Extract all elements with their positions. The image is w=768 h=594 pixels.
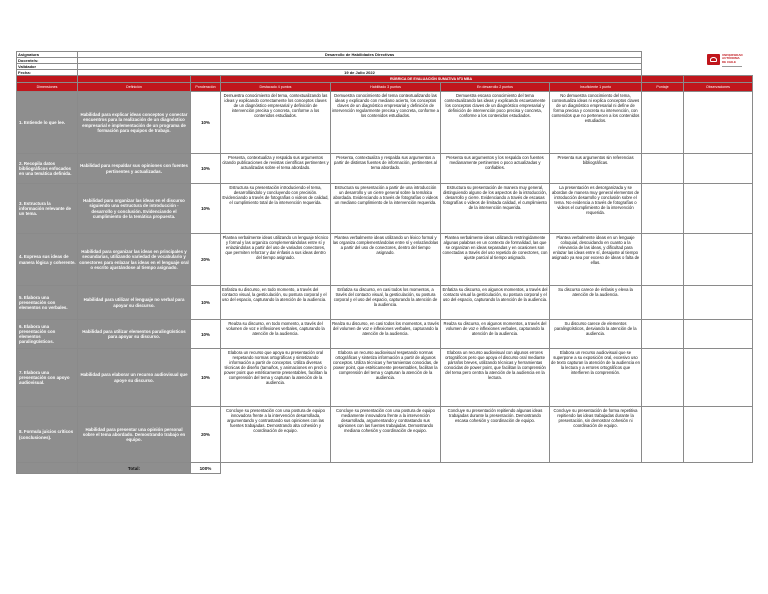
observations-cell[interactable] — [684, 234, 753, 286]
habilitado-cell: Plantea verbalmente ideas utilizando un léxico formal y las organiza complementándolas entre sí y enlazándolas a partir del uso de conectores, dentro del tiempo asignado. — [331, 234, 441, 286]
weight-cell: 20% — [191, 234, 221, 286]
score-cell[interactable] — [642, 184, 684, 234]
definition-cell: Habilidad para elaborar un recurso audiovisual que apoye su discurso. — [78, 349, 191, 407]
weight-cell: 10% — [191, 154, 221, 184]
col-insuficiente: Insuficiente 1 punto — [550, 83, 642, 92]
weight-cell: 10% — [191, 286, 221, 320]
dimension-cell: 6. Elabora una presentación con elementos paralingüísticos. — [17, 320, 78, 349]
col-desarrollo: En desarrollo 2 puntos — [441, 83, 550, 92]
col-habilitado: Habilitado 3 puntos — [331, 83, 441, 92]
col-definicion: Definición — [78, 83, 191, 92]
weight-cell: 10% — [191, 349, 221, 407]
score-cell[interactable] — [642, 349, 684, 407]
desarrollo-cell: Demuestra escaso conocimiento del tema contextualizando las ideas y explicando escuetamente los conceptos claves de un diagnóstico empresarial y definición de intervención poco precisa y concreta, conforme a los contenidos estudiados. — [441, 92, 550, 154]
weight-cell: 10% — [191, 184, 221, 234]
total-row — [17, 463, 753, 474]
col-dimensiones: Dimensiones — [17, 83, 78, 92]
score-cell[interactable] — [642, 234, 684, 286]
dimension-cell: 5. Elabora una presentación con elementos no verbales. — [17, 286, 78, 320]
weight-cell: 10% — [191, 320, 221, 349]
observations-cell[interactable] — [684, 286, 753, 320]
dimension-cell: 2. Recopila datos bibliográficos enfocados en una temática definida. — [17, 154, 78, 184]
dimension-cell: 1. Entiende lo que lee. — [17, 92, 78, 154]
insuficiente-cell: La presentación es desorganizada y se abordan de manera muy general elementos de introducción desarrollo y conclusión sobre el tema. No evidencia a través de fotografías o videos el cumplimiento de la intervención requerida. — [550, 184, 642, 234]
definition-cell: Habilidad para utilizar elementos paralingüísticos para apoyar su discurso. — [78, 320, 191, 349]
insuficiente-cell: Su discurso carece de énfasis y eleva la atención de la audiencia. — [550, 286, 642, 320]
observations-cell[interactable] — [684, 320, 753, 349]
score-cell[interactable] — [642, 92, 684, 154]
table-row — [17, 92, 753, 154]
fecha-label: Fecha: — [17, 70, 78, 76]
observations-cell[interactable] — [684, 92, 753, 154]
table-row — [17, 349, 753, 407]
rubric-title-row — [17, 76, 753, 83]
observations-cell[interactable] — [684, 154, 753, 184]
desarrollo-cell: Presenta sus argumentos y los respalda con fuentes medianamente pertinentes o poco actualizadas y confiables. — [441, 154, 550, 184]
table-row — [17, 286, 753, 320]
observations-cell[interactable] — [684, 349, 753, 407]
total-value: 100% — [191, 463, 221, 474]
definition-cell: Habilidad para explicar ideas conceptos y conectar encuentros para la realización de un diagnóstico empresarial e implementación de un programa de formación para equipos de trabajo. — [78, 92, 191, 154]
rubric-title: RÚBRICA DE EVALUACIÓN SUMATIVA Nº3 MBA — [221, 76, 642, 83]
insuficiente-cell: Elabora un recurso audiovisual que se superpone a su exposición oral, excesivo uso de texto capturan la atención de la audiencia en la lectura y a errores ortográficos que interfieren la comprensión. — [550, 349, 642, 407]
destacado-cell: Demuestra conocimiento del tema, contextualizando las ideas y explicando correctamente los conceptos claves de un diagnóstico empresarial y definición de intervención precisa y concreta, conforme a los contenidos estudiados. — [221, 92, 331, 154]
destacado-cell: Enfatiza su discurso, en todo momento, a través del contacto visual, la gesticulación, su postura corporal y el uso del espacio, capturando la atención de la audiencia. — [221, 286, 331, 320]
desarrollo-cell: Plantea verbalmente ideas utilizando restringidamente algunas palabras en un contexto de formalidad, las que se organizan en ideas separadas y en ocasiones son conectadas a través del uso repetido de conectores, con ajuste parcial al tiempo asignado. — [441, 234, 550, 286]
destacado-cell: Presenta, contextualiza y respalda sus argumentos citando publicaciones de revistas científicas pertinentes y actualizadas sobre el tema abordado. — [221, 154, 331, 184]
table-row — [17, 154, 753, 184]
insuficiente-cell: Su discurso carece de elementos paralingüísticos, desviando la atención de la audiencia. — [550, 320, 642, 349]
destacado-cell: Elabora un recurso que apoya su presentación oral respetando normas ortográficas y sintetizando información a partir de conceptos. Utiliza diversas técnicas de diseño (tamaños, y animaciones en prezi o power point que estéticamente presentables, facilitan la comprensión del tema y capturan la atención de la audiencia. — [221, 349, 331, 407]
insuficiente-cell: Presenta sus argumentos sin referencias bibliográficas. — [550, 154, 642, 184]
desarrollo-cell: Elabora un recurso audiovisual con algunos errores ortográficos pero que apoya el discurso oral mediante párrafos breves, utilizando técnicas y herramientas conocidas de power point, que facilitan la comprensión del tema pero centra la atención de la audiencia en la lectura. — [441, 349, 550, 407]
habilitado-cell: Demuestra conocimiento del tema contextualizando las ideas y explicando con mediano acierto, los conceptos claves de un diagnóstico empresarial y definición de intervención regularmente precisa y concreta, conforme a los contenidos estudiados. — [331, 92, 441, 154]
column-header-row — [17, 83, 753, 92]
validador-label: Validador — [17, 64, 78, 70]
destacado-cell: Plantea verbalmente ideas utilizando un lenguaje técnico y formal y las organiza complementándolas entre sí y enlazándolas a partir del uso de variados conectores, que permiten reforzar y dar énfasis a sus ideas dentro del tiempo asignado. — [221, 234, 331, 286]
definition-cell: Habilidad para organizar las ideas en principales y secundarias, utilizando variedad de vocabulario y conectores para enlazar las ideas en el lenguaje oral o escrito ajustándose al tiempo asignado. — [78, 234, 191, 286]
habilitado-cell: Estructura su presentación a partir de una introducción un desarrollo y un cierre general sobre la temática abordada. Evidenciando a través de fotografías o videos un mediano cumplimiento de la intervención requerida. — [331, 184, 441, 234]
col-puntaje: Puntaje — [642, 83, 684, 92]
definition-cell: Habilidad para presentar una opinión personal sobre el tema abordado. Demostrando trabajo en equipo. — [78, 407, 191, 463]
insuficiente-cell: Plantea verbalmente ideas en un lenguaje coloquial, descuidando en cuanto a la relevancia de las ideas, y dificultad para enlazar las ideas entre sí, desajuste al tiempo asignado ya sea por exceso de ideas o falta de ellas. — [550, 234, 642, 286]
score-cell[interactable] — [642, 286, 684, 320]
score-cell[interactable] — [642, 154, 684, 184]
col-ponderacion: Ponderación — [191, 83, 221, 92]
col-destacado: Destacado 4 puntos — [221, 83, 331, 92]
dimension-cell: 8. Formula juicios críticos (conclusiones). — [17, 407, 78, 463]
fecha-value: 19 de Julio 2022 — [78, 70, 642, 76]
definition-cell: Habilidad para respaldar sus opiniones con fuentes pertinentes y actualizadas. — [78, 154, 191, 184]
table-row — [17, 234, 753, 286]
habilitado-cell: Realza su discurso, en casi todos los momentos, a través del volumen de voz e inflexiones verbales, capturando la atención de la audiencia. — [331, 320, 441, 349]
table-row — [17, 184, 753, 234]
desarrollo-cell: Concluye su presentación repitiendo algunas ideas trabajadas durante la presentación. Demostrando escasa cohesión y coordinación de equipo. — [441, 407, 550, 463]
desarrollo-cell: Realza su discurso, en algunos momentos, a través del volumen de voz e inflexiones verbales, capturando la atención de la audiencia. — [441, 320, 550, 349]
destacado-cell: Estructura su presentación introduciendo el tema, desarrollándolo y concluyendo con precisión. Evidenciando a través de fotografías o videos de calidad, el cumplimiento total de la intervención requerida. — [221, 184, 331, 234]
insuficiente-cell: No demuestra conocimiento del tema, contextualiza ideas ni explica conceptos claves de un diagnóstico empresarial ni define de forma precisa y concreta su intervención, con contenidos que no pertenecen a los contenidos estudiados. — [550, 92, 642, 154]
weight-cell: 10% — [191, 92, 221, 154]
total-label: Total: — [78, 463, 191, 474]
desarrollo-cell: Enfatiza su discurso, en algunos momentos, a través del contacto visual la gesticulación, su postura corporal y el uso del espacio, capturando la atención de la audiencia. — [441, 286, 550, 320]
habilitado-cell: Enfatiza su discurso, en casi todos los momentos, a través del contacto visual, la gesticulación, su postura corporal y el uso del espacio, capturando la atención de la audiencia. — [331, 286, 441, 320]
observations-cell[interactable] — [684, 184, 753, 234]
habilitado-cell: Elabora un recurso audiovisual respetando normas ortográficas y sintetiza información a partir de algunos conceptos. Utiliza técnicas y herramientas conocidas, de power point, que estéticamente presentables, facilitan la comprensión del tema y capturan la atención de la audiencia. — [331, 349, 441, 407]
desarrollo-cell: Estructura su presentación de manera muy general, distinguiendo alguno de los aspectos de la introducción, desarrollo y cierre. Evidenciando a través de escasas fotografías o videos de limitada calidad, el cumplimiento de la intervención requerida. — [441, 184, 550, 234]
rubric-sheet — [16, 51, 752, 474]
definition-cell: Habilidad para utilizar el lenguaje no verbal para apoyar su discurso. — [78, 286, 191, 320]
destacado-cell: Realza su discurso, en todo momento, a través del volumen de voz e inflexiones verbales, capturando la atención de la audiencia. — [221, 320, 331, 349]
habilitado-cell: Presenta, contextualiza y respalda sus argumentos a partir de distintas fuentes de información, pertinentes al tema abordado. — [331, 154, 441, 184]
table-row — [17, 320, 753, 349]
insuficiente-cell: Concluye su presentación de forma repetitiva repitiendo las ideas trabajadas durante la presentación, sin demostrar cohesión ni coordinación de equipo. — [550, 407, 642, 463]
habilitado-cell: Concluye su presentación con una postura de equipo mediamente innovadora frente a la intervención desarrollada, argumentando y contrastando sus opiniones con las fuentes trabajadas. Demostrando mediana cohesión y coordinación de equipo. — [331, 407, 441, 463]
definition-cell: Habilidad para organizar las ideas en el discurso siguiendo una estructura de introducción - desarrollo y conclusión. Evidenciando el cumplimiento de la temática propuesta. — [78, 184, 191, 234]
weight-cell: 20% — [191, 407, 221, 463]
table-row — [17, 407, 753, 463]
docente-label: Docente/s: — [17, 58, 78, 64]
asignatura-label: Asignatura — [17, 52, 78, 58]
dimension-cell: 7. Elabora una presentación con apoyo audiovisual. — [17, 349, 78, 407]
score-cell[interactable] — [642, 320, 684, 349]
rubric-table — [16, 51, 753, 474]
asignatura-value: Desarrollo de Habilidades Directivas — [78, 52, 642, 58]
university-logo-text: UNIVERSIDAD AUTÓNOMA DE CHILE — [722, 53, 743, 64]
score-cell[interactable] — [642, 407, 684, 463]
observations-cell[interactable] — [684, 407, 753, 463]
destacado-cell: Concluye su presentación con una postura de equipo innovadora frente a la intervención desarrollada, argumentando y contrastando sus opiniones con las fuentes trabajadas. Demostrando alta cohesión y coordinación de equipo. — [221, 407, 331, 463]
dimension-cell: 3. Estructura la información relevante de un tema. — [17, 184, 78, 234]
dimension-cell: 4. Expresa sus ideas de manera lógica y coherente. — [17, 234, 78, 286]
col-observaciones: Observaciones — [684, 83, 753, 92]
